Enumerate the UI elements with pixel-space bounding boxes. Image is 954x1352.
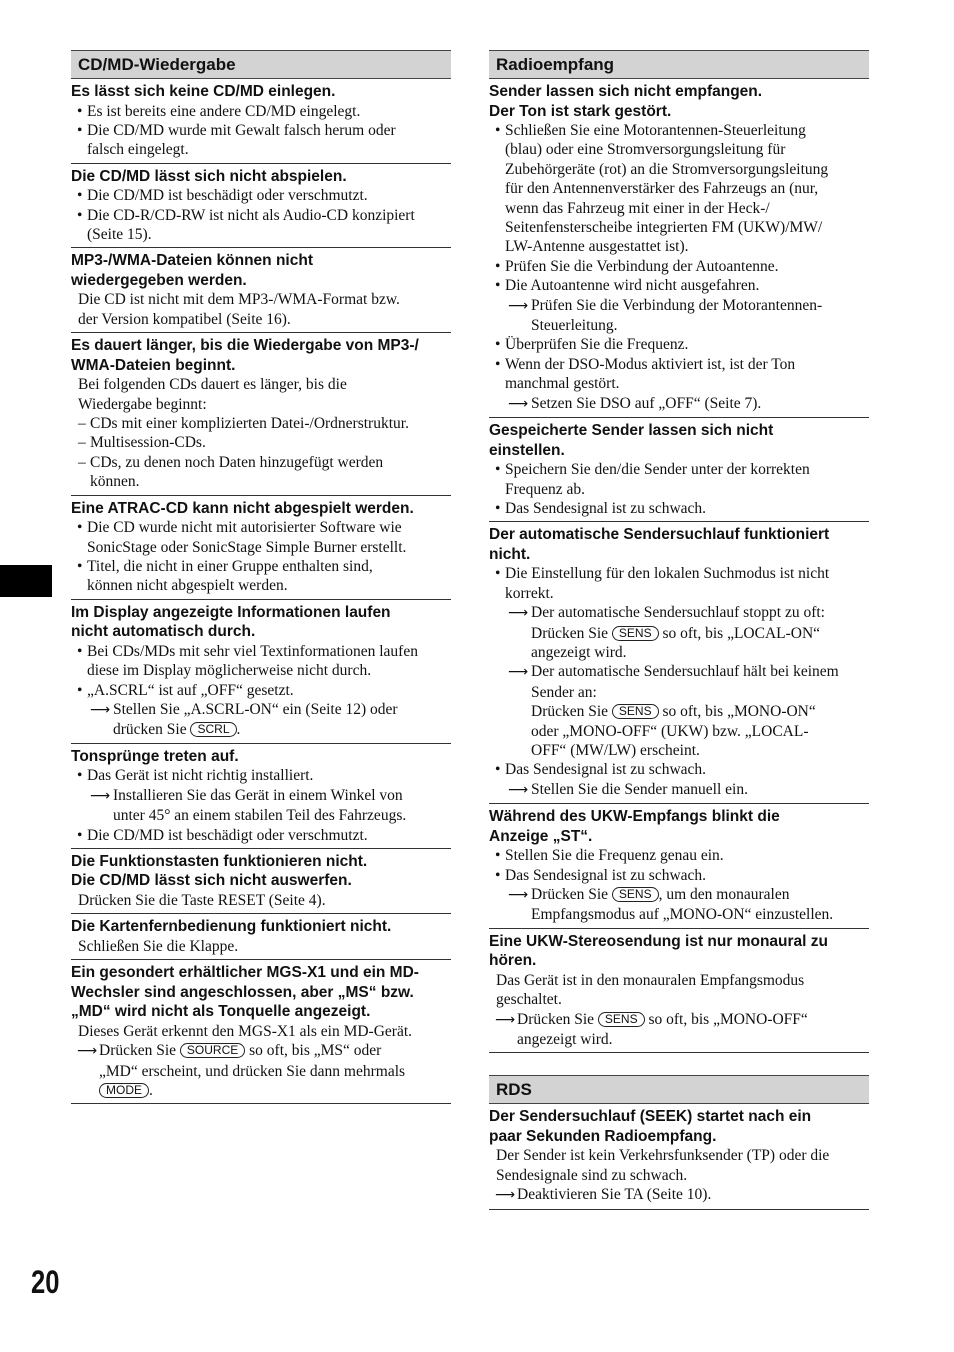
arrow-right-icon: ⟶ bbox=[508, 297, 529, 314]
paragraph: Die CD ist nicht mit dem MP3-/WMA-Format bzw. der Version kompatibel (Seite 16). bbox=[78, 291, 400, 328]
bullet: • „A.SCRL“ ist auf „OFF“ gesetzt. bbox=[71, 681, 451, 700]
action: ⟶ Drücken Sie SENS , um den monauralen Empfangsmodus auf „MONO-ON“ einzustellen. bbox=[508, 886, 834, 924]
action: ⟶ Drücken Sie SENS so oft, bis „MONO-OFF“ angezeigt wird. bbox=[495, 1010, 808, 1049]
entry-title: Während des UKW-Empfangs blinkt die Anzeige „ST“. bbox=[489, 808, 780, 845]
arrow-right-icon: ⟶ bbox=[90, 787, 111, 804]
arrow-right-icon: ⟶ bbox=[508, 887, 529, 903]
dash-item: – CDs mit einer komplizierten Datei-/Ordnerstruktur. bbox=[71, 414, 451, 433]
action: ⟶ Deaktivieren Sie TA (Seite 10). bbox=[489, 1185, 869, 1205]
arrow-right-icon: ⟶ bbox=[495, 1011, 516, 1028]
dash-item: – CDs, zu denen noch Daten hinzugefügt werden können. bbox=[71, 453, 451, 492]
action: ⟶ Prüfen Sie die Verbindung der Motorantennen- Steuerleitung. bbox=[508, 296, 823, 335]
sens-button-label: SENS bbox=[612, 704, 659, 719]
bullet: • Überprüfen Sie die Frequenz. bbox=[489, 335, 869, 354]
dash-item: – Multisession-CDs. bbox=[71, 433, 451, 452]
entry-mp3-delay bbox=[71, 333, 451, 495]
entry-function-keys bbox=[71, 849, 451, 914]
bullet: • Die Einstellung für den lokalen Suchmodus ist nicht korrekt. bbox=[489, 564, 869, 603]
action: ⟶ Stellen Sie die Sender manuell ein. bbox=[489, 780, 869, 800]
sens-button-label: SENS bbox=[598, 1012, 645, 1027]
bullet: • Speichern Sie den/die Sender unter der korrekten Frequenz ab. bbox=[489, 460, 869, 499]
bullet: • Titel, die nicht in einer Gruppe enthalten sind, können nicht abgespielt werden. bbox=[71, 557, 451, 596]
arrow-right-icon: ⟶ bbox=[508, 781, 529, 798]
paragraph: Bei folgenden CDs dauert es länger, bis die Wiedergabe beginnt: bbox=[78, 376, 347, 413]
bullet: • Das Sendesignal ist zu schwach. bbox=[489, 499, 869, 518]
arrow-right-icon: ⟶ bbox=[508, 664, 529, 681]
entry-seek bbox=[489, 1104, 869, 1209]
section-heading-cd-md: CD/MD-Wiedergabe bbox=[71, 50, 451, 79]
side-thumb-tab bbox=[0, 565, 52, 597]
bullet: • Schließen Sie eine Motorantennen-Steuerleitung (blau) oder eine Stromversorgungsleitung für Zubehörgeräte (rot) an die Stromversorgungsleitung für den Antennenverstärker des Fahrzeugs an (nur, wenn das Fahrzeug mit einer in der Heck-/ Seitenfensterscheibe integrierten FM (UKW)/MW/ LW-Antenne ausgestattet ist). bbox=[489, 121, 869, 257]
entry-title: Ein gesondert erhältlicher MGS-X1 und ein MD- Wechsler sind angeschlossen, aber „MS“ bzw. „MD“ wird nicht als Tonquelle angezeigt. bbox=[71, 964, 419, 1021]
entry-title: Tonsprünge treten auf. bbox=[71, 747, 239, 765]
entry-st-blink bbox=[489, 804, 869, 929]
entry-title: MP3-/WMA-Dateien können nicht wiedergegeben werden. bbox=[71, 252, 313, 289]
arrow-right-icon: ⟶ bbox=[508, 395, 529, 412]
page-number: 20 bbox=[31, 1264, 60, 1300]
entry-skipping bbox=[71, 744, 451, 849]
bullet: • Es ist bereits eine andere CD/MD eingelegt. bbox=[71, 102, 451, 121]
right-column bbox=[489, 50, 869, 1210]
entry-cd-insert bbox=[71, 79, 451, 164]
arrow-right-icon: ⟶ bbox=[495, 1187, 516, 1204]
entry-title: Gespeicherte Sender lassen sich nicht einstellen. bbox=[489, 422, 774, 459]
section-heading-radio: Radioempfang bbox=[489, 50, 869, 79]
source-button-label: SOURCE bbox=[180, 1043, 245, 1058]
left-column bbox=[71, 50, 451, 1104]
entry-cd-play bbox=[71, 164, 451, 249]
bullet: • Stellen Sie die Frequenz genau ein. bbox=[489, 846, 869, 865]
entry-title: Es lässt sich keine CD/MD einlegen. bbox=[71, 83, 336, 100]
entry-preset-stations bbox=[489, 418, 869, 522]
action: ⟶ Stellen Sie „A.SCRL-ON“ ein (Seite 12) oder drücken Sie SCRL . bbox=[90, 701, 398, 739]
entry-mp3-wma bbox=[71, 248, 451, 333]
bullet: • Die CD/MD ist beschädigt oder verschmutzt. bbox=[71, 826, 451, 845]
action: ⟶ Setzen Sie DSO auf „OFF“ (Seite 7). bbox=[489, 394, 869, 414]
entry-title: Die Kartenfernbedienung funktioniert nicht. bbox=[71, 918, 392, 936]
paragraph: Drücken Sie die Taste RESET (Seite 4). bbox=[78, 891, 326, 909]
entry-title: Der automatische Sendersuchlauf funktioniert nicht. bbox=[489, 526, 830, 563]
arrow-right-icon: ⟶ bbox=[90, 702, 111, 719]
bullet: • Wenn der DSO-Modus aktiviert ist, ist der Ton manchmal gestört. bbox=[489, 355, 869, 394]
entry-title: Eine UKW-Stereosendung ist nur monaural zu hören. bbox=[489, 932, 828, 970]
entry-auto-search bbox=[489, 522, 869, 804]
mode-button-label: MODE bbox=[99, 1083, 149, 1098]
entry-title: Es dauert länger, bis die Wiedergabe von MP3-/ WMA-Dateien beginnt. bbox=[71, 337, 419, 374]
bullet: • Das Sendesignal ist zu schwach. bbox=[489, 760, 869, 779]
sens-button-label: SENS bbox=[612, 887, 659, 902]
action: ⟶ Der automatische Sendersuchlauf stoppt zu oft: Drücken Sie SENS so oft, bis „LOCAL-ON“ angezeigt wird. bbox=[508, 604, 825, 661]
section-heading-rds: RDS bbox=[489, 1075, 869, 1104]
entry-remote bbox=[71, 914, 451, 960]
entry-title: Im Display angezeigte Informationen laufen nicht automatisch durch. bbox=[71, 603, 391, 641]
bullet: • Die CD wurde nicht mit autorisierter Software wie SonicStage oder SonicStage Simple Burner erstellt. bbox=[71, 518, 451, 557]
bullet: • Die CD/MD ist beschädigt oder verschmutzt. bbox=[71, 186, 451, 205]
entry-mono-stereo bbox=[489, 929, 869, 1054]
entry-title: Sender lassen sich nicht empfangen. Der Ton ist stark gestört. bbox=[489, 83, 763, 120]
entry-mgs-x1 bbox=[71, 960, 451, 1104]
entry-title: Der Sendersuchlauf (SEEK) startet nach ein paar Sekunden Radioempfang. bbox=[489, 1108, 812, 1145]
action: ⟶ Drücken Sie SOURCE so oft, bis „MS“ oder „MD“ erscheint, und drücken Sie dann mehrmals MODE . bbox=[77, 1042, 406, 1099]
entry-title: Die CD/MD lässt sich nicht abspielen. bbox=[71, 167, 347, 185]
entry-title: Eine ATRAC-CD kann nicht abgespielt werden. bbox=[71, 499, 414, 517]
paragraph: Dieses Gerät erkennt den MGS-X1 als ein MD-Gerät. bbox=[78, 1022, 413, 1040]
bullet: • Prüfen Sie die Verbindung der Autoantenne. bbox=[489, 257, 869, 276]
bullet: • Das Sendesignal ist zu schwach. bbox=[489, 866, 869, 885]
entry-no-reception bbox=[489, 79, 869, 418]
arrow-right-icon: ⟶ bbox=[77, 1043, 98, 1060]
bullet: • Das Gerät ist nicht richtig installiert. bbox=[71, 766, 451, 785]
paragraph: Der Sender ist kein Verkehrsfunksender (TP) oder die Sendesignale sind zu schwach. bbox=[496, 1147, 830, 1184]
bullet: • Die Autoantenne wird nicht ausgefahren. bbox=[489, 276, 869, 295]
action: ⟶ Der automatische Sendersuchlauf hält bei keinem Sender an: Drücken Sie SENS so oft, bis „MONO-ON“ oder „MONO-OFF“ (UKW) bzw. „LOCAL- OFF“ (MW/LW) erscheint. bbox=[508, 663, 839, 759]
bullet: • Bei CDs/MDs mit sehr viel Textinformationen laufen diese im Display möglicherweise nicht durch. bbox=[71, 642, 451, 681]
scrl-button-label: SCRL bbox=[190, 722, 236, 737]
sens-button-label: SENS bbox=[612, 626, 659, 641]
bullet: • Die CD-R/CD-RW ist nicht als Audio-CD konzipiert (Seite 15). bbox=[71, 206, 451, 245]
paragraph: Schließen Sie die Klappe. bbox=[78, 937, 239, 955]
paragraph: Das Gerät ist in den monauralen Empfangsmodus geschaltet. bbox=[496, 971, 805, 1009]
action: ⟶ Installieren Sie das Gerät in einem Winkel von unter 45° an einem stabilen Teil des Fahrzeugs. bbox=[90, 786, 407, 825]
entry-atrac bbox=[71, 496, 451, 600]
entry-title: Die Funktionstasten funktionieren nicht. Die CD/MD lässt sich nicht auswerfen. bbox=[71, 852, 368, 890]
entry-display-scroll bbox=[71, 600, 451, 744]
bullet: • Die CD/MD wurde mit Gewalt falsch herum oder falsch eingelegt. bbox=[71, 121, 451, 160]
arrow-right-icon: ⟶ bbox=[508, 605, 529, 622]
